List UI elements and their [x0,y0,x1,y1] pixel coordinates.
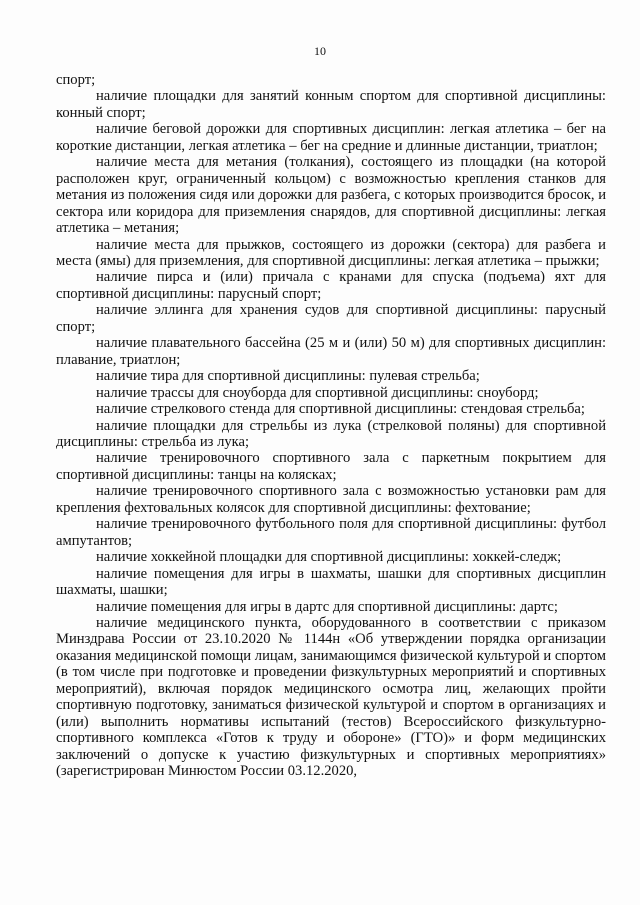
paragraph: наличие беговой дорожки для спортивных дисциплин: легкая атлетика – бег на короткие дистанции, легкая атлетика – бег на средние и длинные дистанции, триатлон; [56,121,606,154]
paragraph: наличие стрелкового стенда для спортивной дисциплины: стендовая стрельба; [96,401,585,418]
paragraph: наличие пирса и (или) причала с кранами для спуска (подъема) яхт для спортивной дисциплины: парусный спорт; [56,269,606,302]
paragraph: наличие тренировочного спортивного зала с возможностью установки рам для крепления фехтовальных колясок для спортивной дисциплины: фехтование; [56,483,606,516]
document-body [56,72,606,779]
paragraph: наличие места для метания (толкания), состоящего из площадки (на которой расположен круг, ограниченный кольцом) с возможностью крепления станков для метания из положения сидя или дорожки для разбега, с которых производится бросок, и сектора или коридора для приземления снарядов, для спортивной дисциплины: легкая атлетика – метания; [56,154,606,237]
paragraph: наличие тира для спортивной дисциплины: пулевая стрельба; [96,368,480,385]
page-number: 10 [314,44,326,58]
paragraph: наличие трассы для сноуборда для спортивной дисциплины: сноуборд; [96,384,539,401]
paragraph: наличие эллинга для хранения судов для спортивной дисциплины: парусный спорт; [56,302,606,335]
paragraph: наличие площадки для стрельбы из лука (стрелковой поляны) для спортивной дисциплины: стрельба из лука; [56,417,606,450]
paragraph: наличие места для прыжков, состоящего из дорожки (сектора) для разбега и места (ямы) для приземления, для спортивной дисциплины: легкая атлетика – прыжки; [56,236,606,269]
paragraph: наличие площадки для занятий конным спортом для спортивной дисциплины: конный спорт; [56,88,606,121]
paragraph: спорт; [56,72,96,88]
paragraph: наличие помещения для игры в дартс для спортивной дисциплины: дартс; [96,598,558,615]
paragraph: наличие хоккейной площадки для спортивной дисциплины: хоккей-следж; [96,549,562,566]
paragraph: наличие тренировочного футбольного поля для спортивной дисциплины: футбол ампутантов; [56,516,606,549]
paragraph: наличие помещения для игры в шахматы, шашки для спортивных дисциплин шахматы, шашки; [56,565,606,599]
paragraph: наличие плавательного бассейна (25 м и (или) 50 м) для спортивных дисциплин: плавание, триатлон; [56,335,606,368]
paragraph: наличие медицинского пункта, оборудованного в соответствии с приказом Минздрава России от 23.10.2020 № 1144н «Об утверждении порядка организации оказания медицинской помощи лицам, занимающимся физической культурой и спортом (в том числе при подготовке и проведении физкультурных мероприятий и спортивных мероприятий), включая порядок медицинского осмотра лиц, желающих пройти спортивную подготовку, заниматься физической культурой и спортом в организациях и (или) выполнить нормативы испытаний (тестов) Всероссийского физкультурно-спортивного комплекса «Готов к труду и обороне» (ГТО)» и форм медицинских заключений о допуске к участию физкультурных и спортивных мероприятиях» (зарегистрирован Минюстом России 03.12.2020, [56,614,606,780]
paragraph: наличие тренировочного спортивного зала с паркетным покрытием для спортивной дисциплины: танцы на колясках; [56,450,606,483]
